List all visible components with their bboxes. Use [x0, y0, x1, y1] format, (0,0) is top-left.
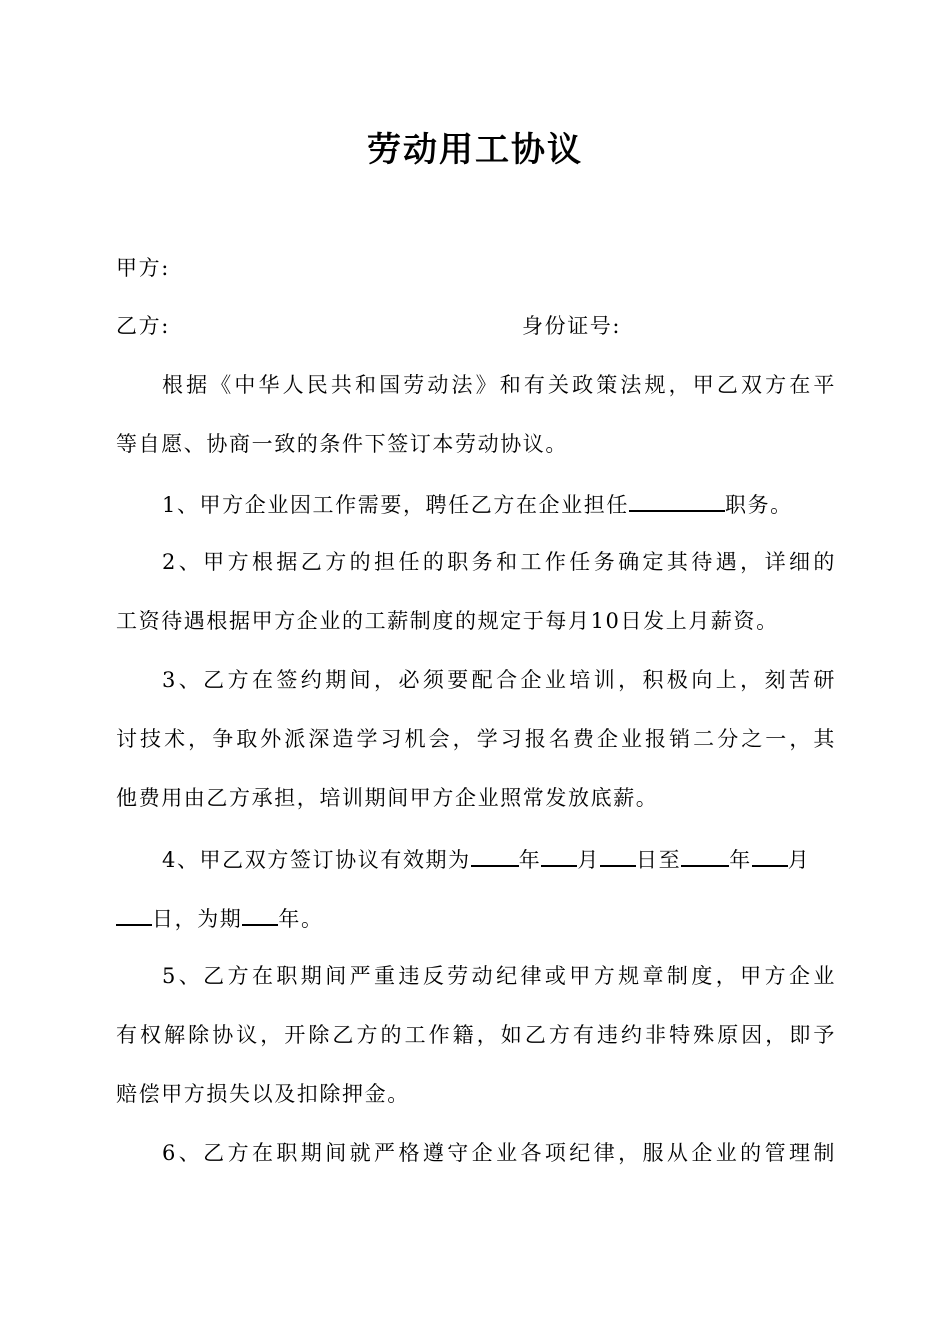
- clause-2-line-1: 2、甲方根据乙方的担任的职务和工作任务确定其待遇，详细的: [162, 550, 836, 574]
- clause-4-line-1: [162, 843, 836, 875]
- clause-5-line-2: 有权解除协议，开除乙方的工作籍，如乙方有违约非特殊原因，即予: [116, 1023, 836, 1047]
- clause-3-line-1: 3、乙方在签约期间，必须要配合企业培训，积极向上，刻苦研: [162, 668, 836, 692]
- clause-3-line-3: 他费用由乙方承担，培训期间甲方企业照常发放底薪。: [116, 786, 659, 810]
- clause-2-line-2: 工资待遇根据甲方企业的工薪制度的规定于每月10日发上月薪资。: [116, 609, 779, 633]
- clause-4-month-1: 月: [577, 848, 600, 872]
- end-day-blank: [116, 902, 152, 926]
- document-title: 劳动用工协议: [367, 130, 583, 170]
- clause-1-text-before: 1、甲方企业因工作需要，聘任乙方在企业担任: [162, 493, 629, 517]
- start-year-blank: [471, 843, 519, 867]
- start-month-blank: [541, 843, 577, 867]
- clause-4-day-2: 日，为期: [152, 907, 243, 931]
- clause-4-month-2: 月: [787, 848, 811, 872]
- id-number-label: 身份证号:: [522, 314, 622, 338]
- clause-3-line-2: 讨技术，争取外派深造学习机会，学习报名费企业报销二分之一，其: [116, 727, 836, 751]
- end-month-blank: [752, 843, 788, 867]
- clause-1-text-after: 职务。: [724, 493, 793, 517]
- clause-4-day-1: 日至: [635, 848, 682, 872]
- intro-line-1: 根据《中华人民共和国劳动法》和有关政策法规，甲乙双方在平: [162, 373, 836, 397]
- clause-6-line-1: 6、乙方在职期间就严格遵守企业各项纪律，服从企业的管理制: [162, 1141, 836, 1165]
- clause-5-line-1: 5、乙方在职期间严重违反劳动纪律或甲方规章制度，甲方企业: [162, 964, 836, 988]
- start-day-blank: [600, 843, 636, 867]
- clause-4-years: 年。: [278, 907, 324, 931]
- clause-4-line-2: [116, 902, 836, 934]
- end-year-blank: [681, 843, 729, 867]
- clause-5-line-3: 赔偿甲方损失以及扣除押金。: [116, 1082, 410, 1106]
- party-b-label: 乙方:: [116, 314, 170, 338]
- clause-1: [162, 488, 836, 520]
- term-years-blank: [242, 902, 278, 926]
- clause-4-year-2: 年: [729, 848, 752, 872]
- party-a-label: 甲方:: [116, 256, 170, 280]
- clause-4-lead: 4、甲乙双方签订协议有效期为: [162, 848, 471, 872]
- position-blank: [629, 488, 725, 512]
- intro-line-2: 等自愿、协商一致的条件下签订本劳动协议。: [116, 432, 568, 456]
- clause-4-year-1: 年: [518, 848, 542, 872]
